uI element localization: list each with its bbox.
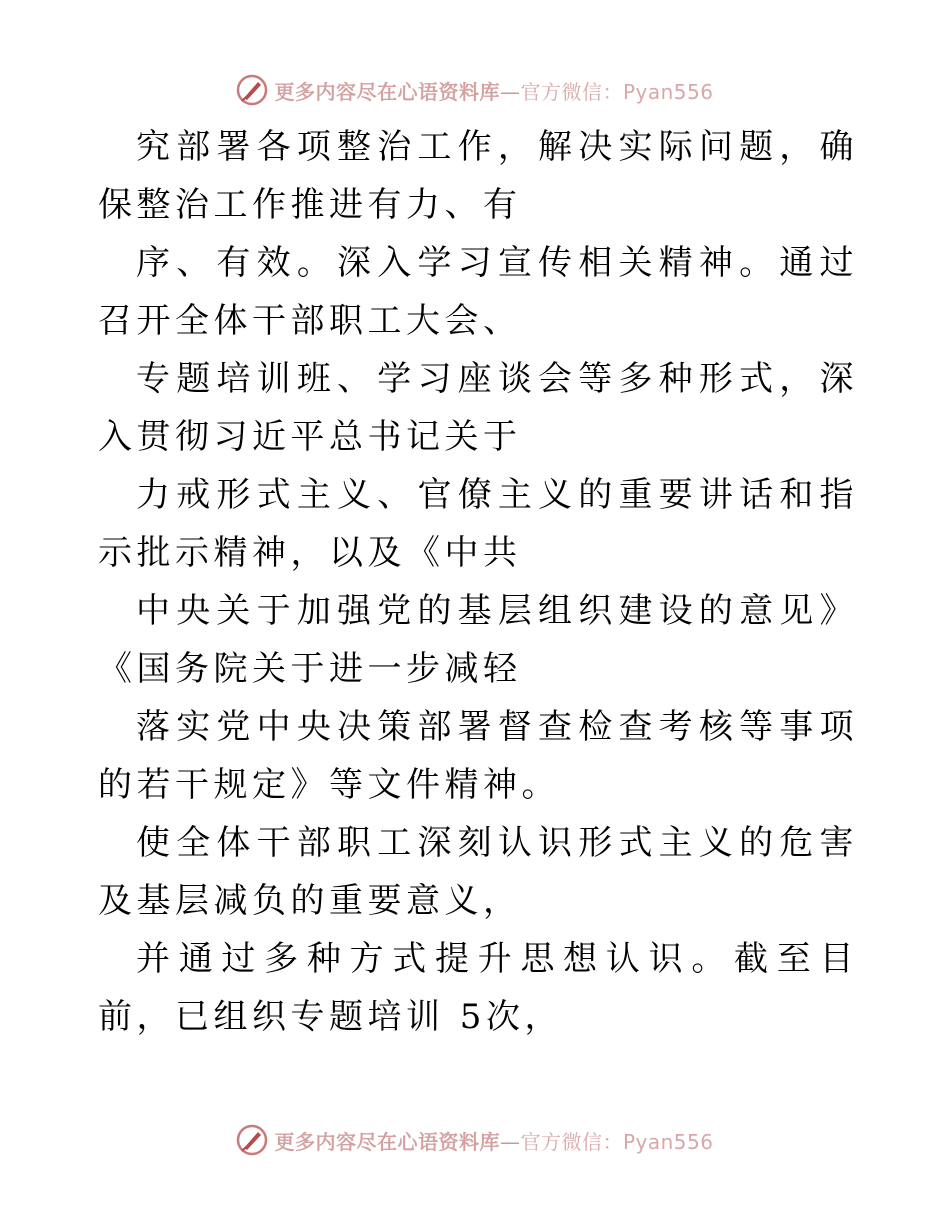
paragraph: 序、有效。深入学习宣传相关精神。通过召开全体干部职工大会、 [98,243,858,341]
watermark-main: 更多内容尽在心语资料库 [274,1129,500,1154]
paragraph: 力戒形式主义、官僚主义的重要讲话和指示批示精神，以及《中共 [98,475,858,573]
document-body [98,118,858,1046]
watermark-contact: 官方微信：Pyan556 [520,79,714,104]
paragraph: 使全体干部职工深刻认识形式主义的危害及基层减负的重要意义， [98,823,858,921]
watermark-text [274,76,713,105]
paragraph: 究部署各项整治工作，解决实际问题，确保整治工作推进有力、有 [98,127,858,225]
paragraph: 专题培训班、学习座谈会等多种形式，深入贯彻习近平总书记关于 [98,359,858,457]
watermark-footer [0,1120,950,1160]
paragraph: 并通过多种方式提升思想认识。截至目前，已组织专题培训 5次， [98,939,858,1037]
paragraph: 落实党中央决策部署督查检查考核等事项的若干规定》等文件精神。 [98,707,858,805]
watermark-separator: — [499,1129,521,1154]
watermark-text [274,1126,713,1155]
paragraph: 中央关于加强党的基层组织建设的意见》《国务院关于进一步减轻 [98,591,858,689]
watermark-header [0,70,950,110]
watermark-main: 更多内容尽在心语资料库 [274,79,500,104]
quill-logo-icon [236,1124,268,1156]
watermark-separator: — [499,79,521,104]
watermark-contact: 官方微信：Pyan556 [520,1129,714,1154]
quill-logo-icon [236,74,268,106]
